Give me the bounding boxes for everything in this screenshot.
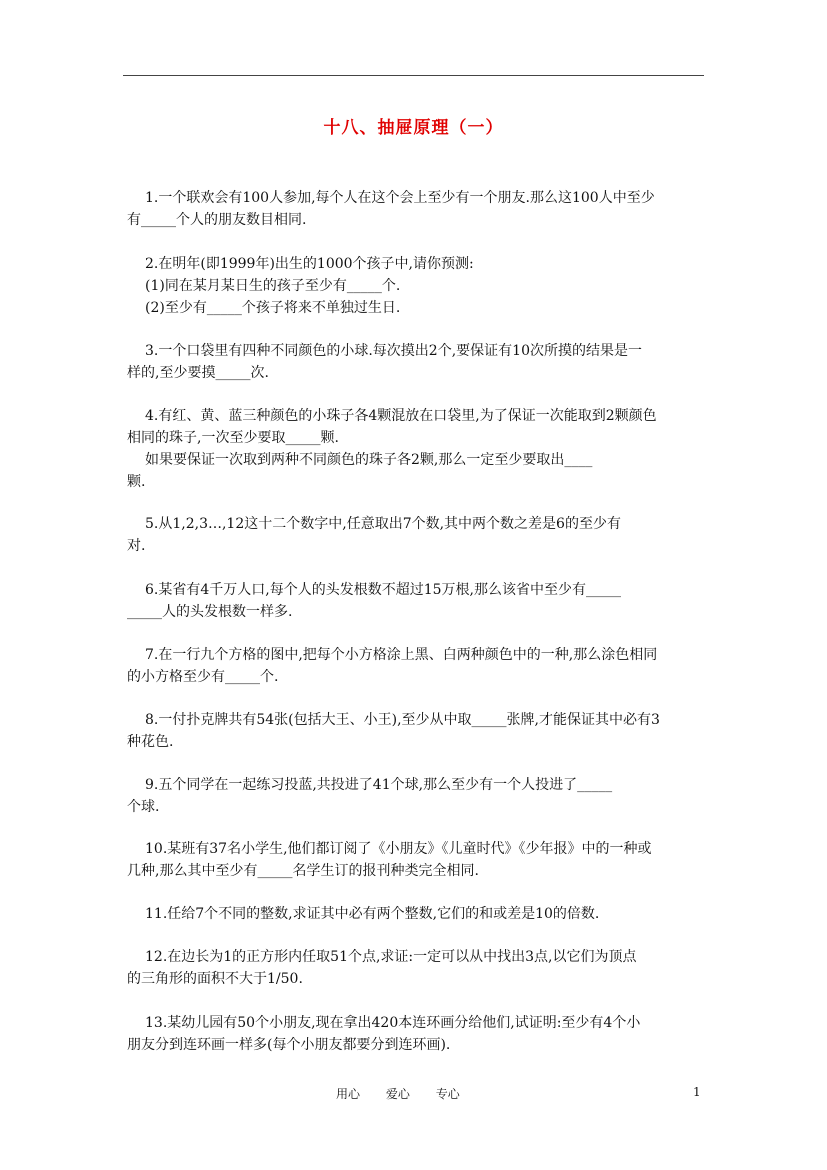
text-line: 的小方格至少有_____个. (127, 669, 279, 685)
text-line: 种花色. (127, 734, 174, 750)
text-line: 7.在一行九个方格的图中,把每个小方格涂上黑、白两种颜色中的一种,那么涂色相同 (145, 647, 658, 663)
text-line: 4.有红、黄、蓝三种颜色的小珠子各4颗混放在口袋里,为了保证一次能取到2颗颜色 (145, 408, 657, 424)
text-line: 5.从1,2,3…,12这十二个数字中,任意取出7个数,其中两个数之差是6的至少有 (145, 516, 621, 532)
text-line: 的三角形的面积不大于1/50. (127, 971, 303, 987)
text-line: 朋友分到连环画一样多(每个小朋友都要分到连环画). (127, 1037, 451, 1053)
text-line: _____人的头发根数一样多. (127, 604, 293, 620)
text-line: 几种,那么其中至少有_____名学生订的报刊种类完全相同. (127, 863, 479, 879)
footer-text: 爱心 (385, 1087, 410, 1101)
text-line: 个球. (127, 799, 160, 815)
text-line: (2)至少有_____个孩子将来不单独过生日. (145, 300, 401, 316)
page-title: 十八、抽屉原理（一） (323, 118, 504, 138)
text-line: 有_____个人的朋友数目相同. (127, 212, 307, 228)
text-line: 样的,至少要摸_____次. (127, 365, 269, 381)
text-line: 12.在边长为1的正方形内任取51个点,求证:一定可以从中找出3点,以它们为顶点 (145, 949, 637, 965)
footer-text: 专心 (435, 1087, 460, 1101)
text-line: 13.某幼儿园有50个小朋友,现在拿出420本连环画分给他们,试证明:至少有4个小 (145, 1015, 641, 1031)
text-line: 9.五个同学在一起练习投蓝,共投进了41个球,那么至少有一个人投进了_____ (145, 777, 613, 793)
text-line: 对. (127, 538, 146, 554)
text-line: (1)同在某月某日生的孩子至少有_____个. (145, 278, 401, 294)
text-line: 颗. (127, 474, 146, 490)
text-line: 如果要保证一次取到两种不同颜色的珠子各2颗,那么一定至少要取出____ (145, 452, 593, 468)
header-rule (123, 75, 704, 76)
text-line: 2.在明年(即1999年)出生的1000个孩子中,请你预测: (145, 256, 474, 272)
text-line: 6.某省有4千万人口,每个人的头发根数不超过15万根,那么该省中至少有_____ (145, 582, 621, 598)
text-line: 10.某班有37名小学生,他们都订阅了《小朋友》《儿童时代》《少年报》中的一种或 (145, 841, 652, 857)
footer (336, 1085, 482, 1102)
footer-text: 用心 (336, 1087, 361, 1101)
text-line: 相同的珠子,一次至少要取_____颗. (127, 430, 339, 446)
text-line: 11.任给7个不同的整数,求证其中必有两个整数,它们的和或差是10的倍数. (145, 906, 600, 922)
text-line: 3.一个口袋里有四种不同颜色的小球.每次摸出2个,要保证有10次所摸的结果是一 (145, 343, 642, 359)
page-number: 1 (693, 1085, 701, 1099)
text-line: 1.一个联欢会有100人参加,每个人在这个会上至少有一个朋友.那么这100人中至少 (145, 190, 655, 206)
text-line: 8.一付扑克牌共有54张(包括大王、小王),至少从中取_____张牌,才能保证其中必有3 (145, 712, 660, 728)
